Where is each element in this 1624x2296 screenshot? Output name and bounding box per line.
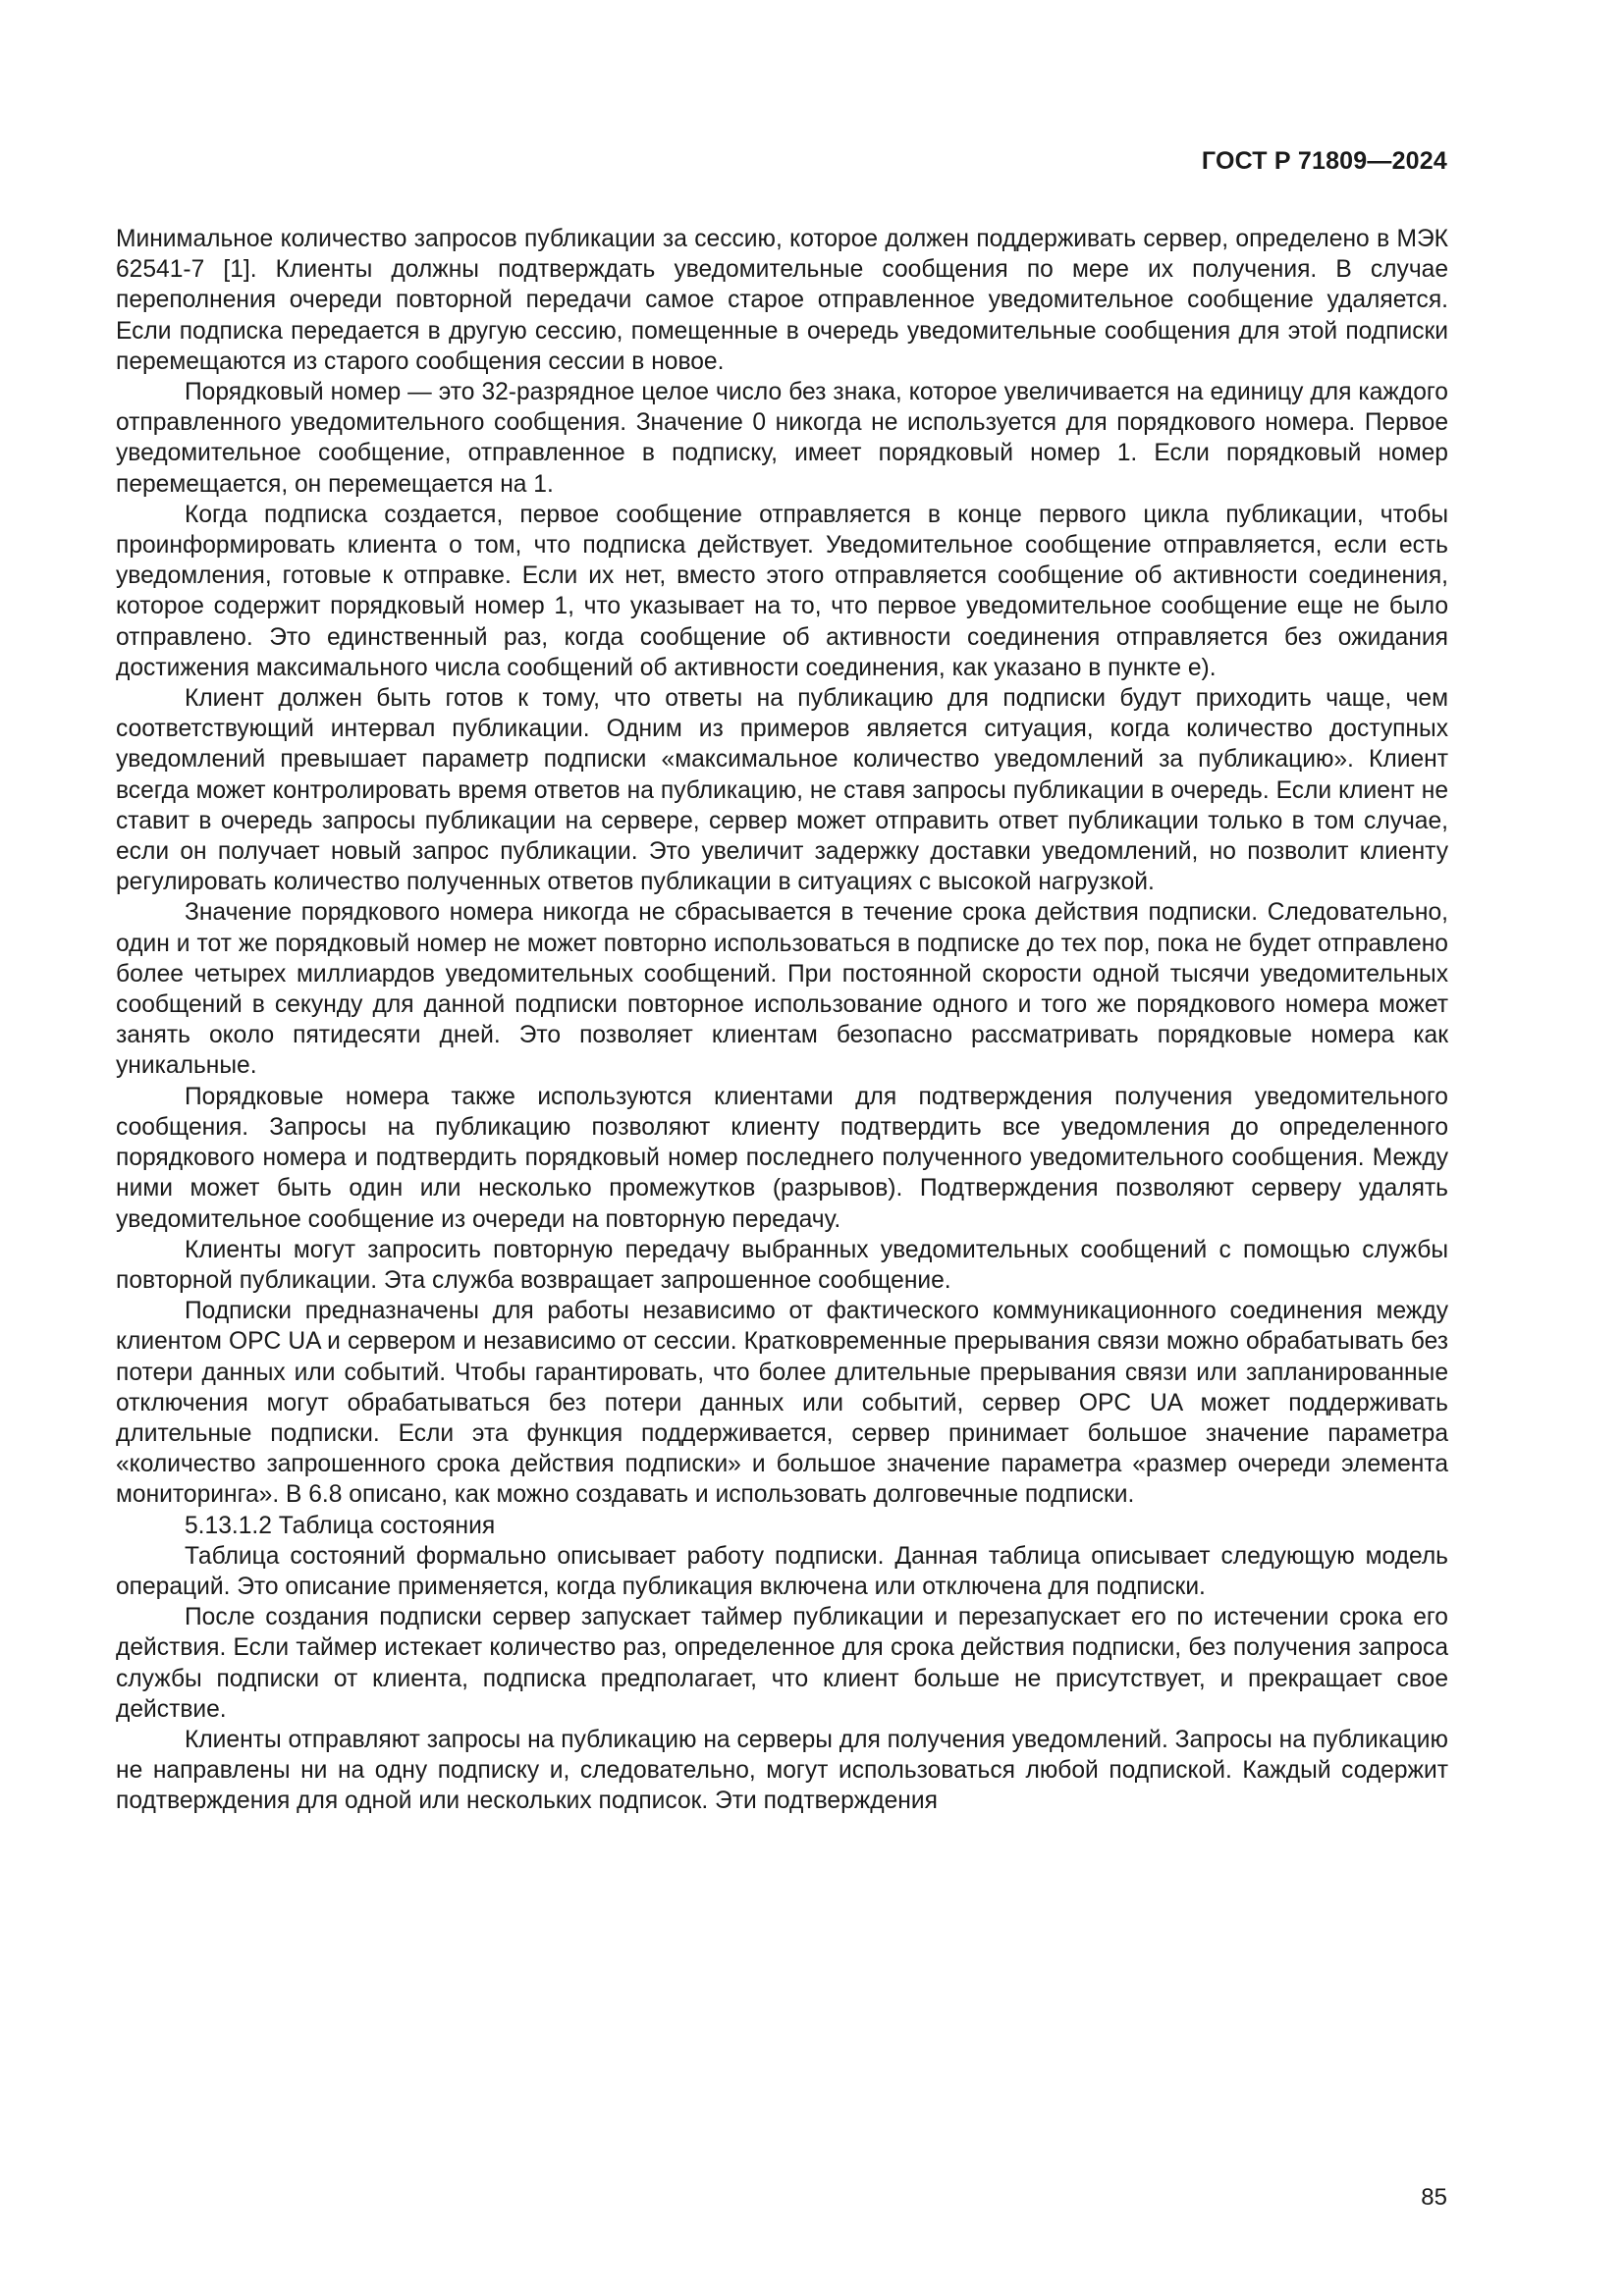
paragraph: Клиенты отправляют запросы на публикацию на серверы для получения уведомлений. Запросы на публикацию не направлены ни на одну подписку и, следовательно, могут использоваться любой подпиской. Каждый содержит подтверждения для одной или нескольких подписок. Эти подтверждения (116, 1726, 1448, 1815)
paragraph: Порядковый номер — это 32-разрядное целое число без знака, которое увеличивается на единицу для каждого отправленного уведомительного сообщения. Значение 0 никогда не используется для порядкового номера. Первое уведомительное сообщение, отправленное в подписку, имеет порядковый номер 1. Если порядковый номер перемещается, он перемещается на 1. (116, 379, 1448, 498)
paragraph: После создания подписки сервер запускает таймер публикации и перезапускает его по истечении срока его действия. Если таймер истекает количество раз, определенное для срока действия подписки, без получения запроса службы подписки от клиента, подписка предполагает, что клиент больше не присутствует, и прекращает свое действие. (116, 1604, 1448, 1723)
paragraph: Порядковые номера также используются клиентами для подтверждения получения уведомительного сообщения. Запросы на публикацию позволяют клиенту подтвердить все уведомления до определенного порядкового номера и подтвердить порядковый номер последнего полученного уведомительного сообщения. Между ними может быть один или несколько промежутков (разрывов). Подтверждения позволяют серверу удалять уведомительное сообщение из очереди на повторную передачу. (116, 1083, 1448, 1233)
standard-header: ГОСТ Р 71809—2024 (1201, 147, 1447, 175)
paragraph: Подписки предназначены для работы независимо от фактического коммуникационного соединения между клиентом OPC UA и сервером и независимо от сессии. Кратковременные прерывания связи можно обрабатывать без потери данных или событий. Чтобы гарантировать, что более длительные прерывания связи или запланированные отключения могут обрабатываться без потери данных или событий, сервер OPC UA может поддерживать длительные подписки. Если эта функция поддерживается, сервер принимает большое значение параметра «количество запрошенного срока действия подписки» и большое значение параметра «размер очереди элемента мониторинга». В 6.8 описано, как можно создавать и использовать долговечные подписки. (116, 1298, 1448, 1509)
paragraph: Клиент должен быть готов к тому, что ответы на публикацию для подписки будут приходить чаще, чем соответствующий интервал публикации. Одним из примеров является ситуация, когда количество доступных уведомлений превышает параметр подписки «максимальное количество уведомлений за публикацию». Клиент всегда может контролировать время ответов на публикацию, не ставя запросы публикации в очередь. Если клиент не ставит в очередь запросы публикации на сервере, сервер может отправить ответ публикации только в том случае, если он получает новый запрос публикации. Это увеличит задержку доставки уведомлений, но позволит клиенту регулировать количество полученных ответов публикации в ситуациях с высокой нагрузкой. (116, 685, 1448, 896)
paragraph: Минимальное количество запросов публикации за сессию, которое должен поддерживать сервер, определено в МЭК 62541-7 [1]. Клиенты должны подтверждать уведомительные сообщения по мере их получения. В случае переполнения очереди повторной передачи самое старое отправленное уведомительное сообщение удаляется. Если подписка передается в другую сессию, помещенные в очередь уведомительные сообщения для этой подписки перемещаются из старого сообщения сессии в новое. (116, 226, 1448, 375)
page-number: 85 (1421, 2184, 1447, 2211)
paragraph: Таблица состояний формально описывает работу подписки. Данная таблица описывает следующую модель операций. Это описание применяется, когда публикация включена или отключена для подписки. (116, 1542, 1448, 1600)
section-heading: 5.13.1.2 Таблица состояния (185, 1512, 496, 1539)
document-body (116, 224, 1448, 1817)
paragraph: Значение порядкового номера никогда не сбрасывается в течение срока действия подписки. Следовательно, один и тот же порядковый номер не может повторно использоваться в подписке до тех пор, пока не будет отправлено более четырех миллиардов уведомительных сообщений. При постоянной скорости одной тысячи уведомительных сообщений в секунду для данной подписки повторное использование одного и того же порядкового номера может занять около пятидесяти дней. Это позволяет клиентам безопасно рассматривать порядковые номера как уникальные. (116, 899, 1448, 1080)
paragraph: Когда подписка создается, первое сообщение отправляется в конце первого цикла публикации, чтобы проинформировать клиента о том, что подписка действует. Уведомительное сообщение отправляется, если есть уведомления, готовые к отправке. Если их нет, вместо этого отправляется сообщение об активности соединения, которое содержит порядковый номер 1, что указывает на то, что первое уведомительное сообщение еще не было отправлено. Это единственный раз, когда сообщение об активности соединения отправляется без ожидания достижения максимального числа сообщений об активности соединения, как указано в пункте е). (116, 501, 1448, 681)
paragraph: Клиенты могут запросить повторную передачу выбранных уведомительных сообщений с помощью службы повторной публикации. Эта служба возвращает запрошенное сообщение. (116, 1236, 1448, 1294)
